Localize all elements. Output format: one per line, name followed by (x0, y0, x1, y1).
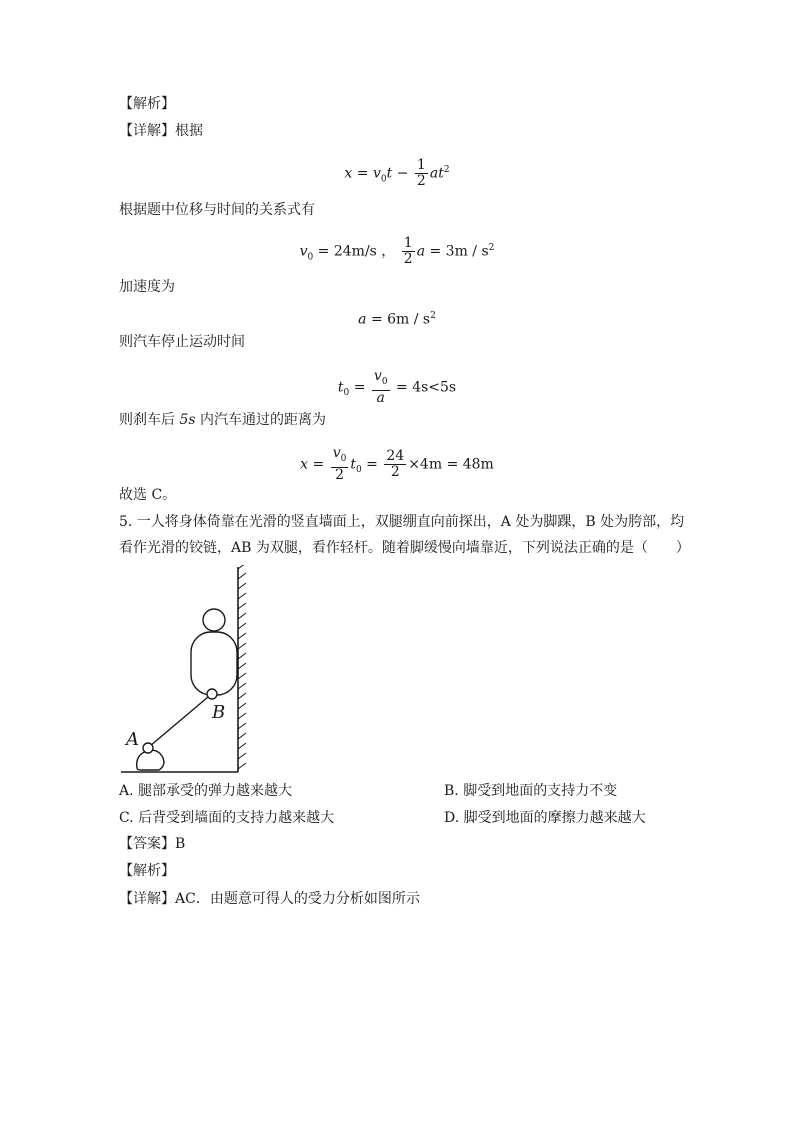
answer-value: B (175, 836, 186, 852)
answer-label: 【答案】 (119, 836, 175, 852)
detail-text-2: AC．由题意可得人的受力分析如图所示 (175, 891, 420, 907)
equation-distance: x = $\frac{v_0}{2}$ $t_0$ = $\frac{24}{2}$ ×4m = 48m (300, 445, 494, 483)
leg-rod-ab (150, 697, 208, 746)
equation-stop-time: $t_0$ = $\frac{v_0}{a}$ = 4s<5s (337, 368, 457, 406)
wall-hatching (238, 565, 246, 769)
option-c: C. 后背受到墙面的支持力越来越大 (119, 810, 335, 826)
detail-line (119, 121, 203, 141)
detail-text: 根据 (175, 123, 203, 139)
detail-label: 【详解】 (119, 123, 175, 139)
option-a: A. 腿部承受的弹力越来越大 (119, 783, 293, 799)
analysis-heading-2: 【解析】 (119, 863, 175, 879)
answer-line (119, 834, 185, 854)
label-b: B (212, 702, 226, 723)
equation-acceleration: $a = 6m / s^2$ (358, 311, 436, 328)
option-b: B. 脚受到地面的支持力不变 (444, 783, 618, 799)
detail-line-2 (119, 889, 420, 909)
hip-hinge-b (207, 689, 217, 699)
equation-initial-values: $v_0 = 24m/s$ ， $\frac{1}{2}$ $a = 3m / s^2$ (299, 235, 495, 267)
equation-displacement: $x = v_0t$ − $\frac{1}{2}$ $at^2$ (344, 157, 450, 189)
detail-label-2: 【详解】 (119, 891, 175, 907)
label-a: A (126, 729, 139, 750)
physics-figure (115, 565, 260, 775)
head (203, 609, 225, 631)
text-stop-time: 则汽车停止运动时间 (119, 334, 245, 350)
text-relation: 根据题中位移与时间的关系式有 (119, 202, 315, 218)
ankle-hinge-a (143, 743, 153, 753)
analysis-heading: 【解析】 (119, 96, 175, 112)
torso (191, 632, 237, 695)
question-5-line1: 5. 一人将身体倚靠在光滑的竖直墙面上，双腿绷直向前探出，A 处为脚踝，B 处为胯部，均 (119, 514, 685, 530)
option-d: D. 脚受到地面的摩擦力越来越大 (444, 810, 646, 826)
text-acceleration: 加速度为 (119, 279, 175, 295)
text-choose-c: 故选 C。 (119, 487, 177, 503)
text-distance: 则刹车后 5s 内汽车通过的距离为 (119, 412, 326, 428)
question-5-line2: 看作光滑的铰链，AB 为双腿，看作轻杆。随着脚缓慢向墙靠近，下列说法正确的是（ ） (119, 540, 690, 556)
